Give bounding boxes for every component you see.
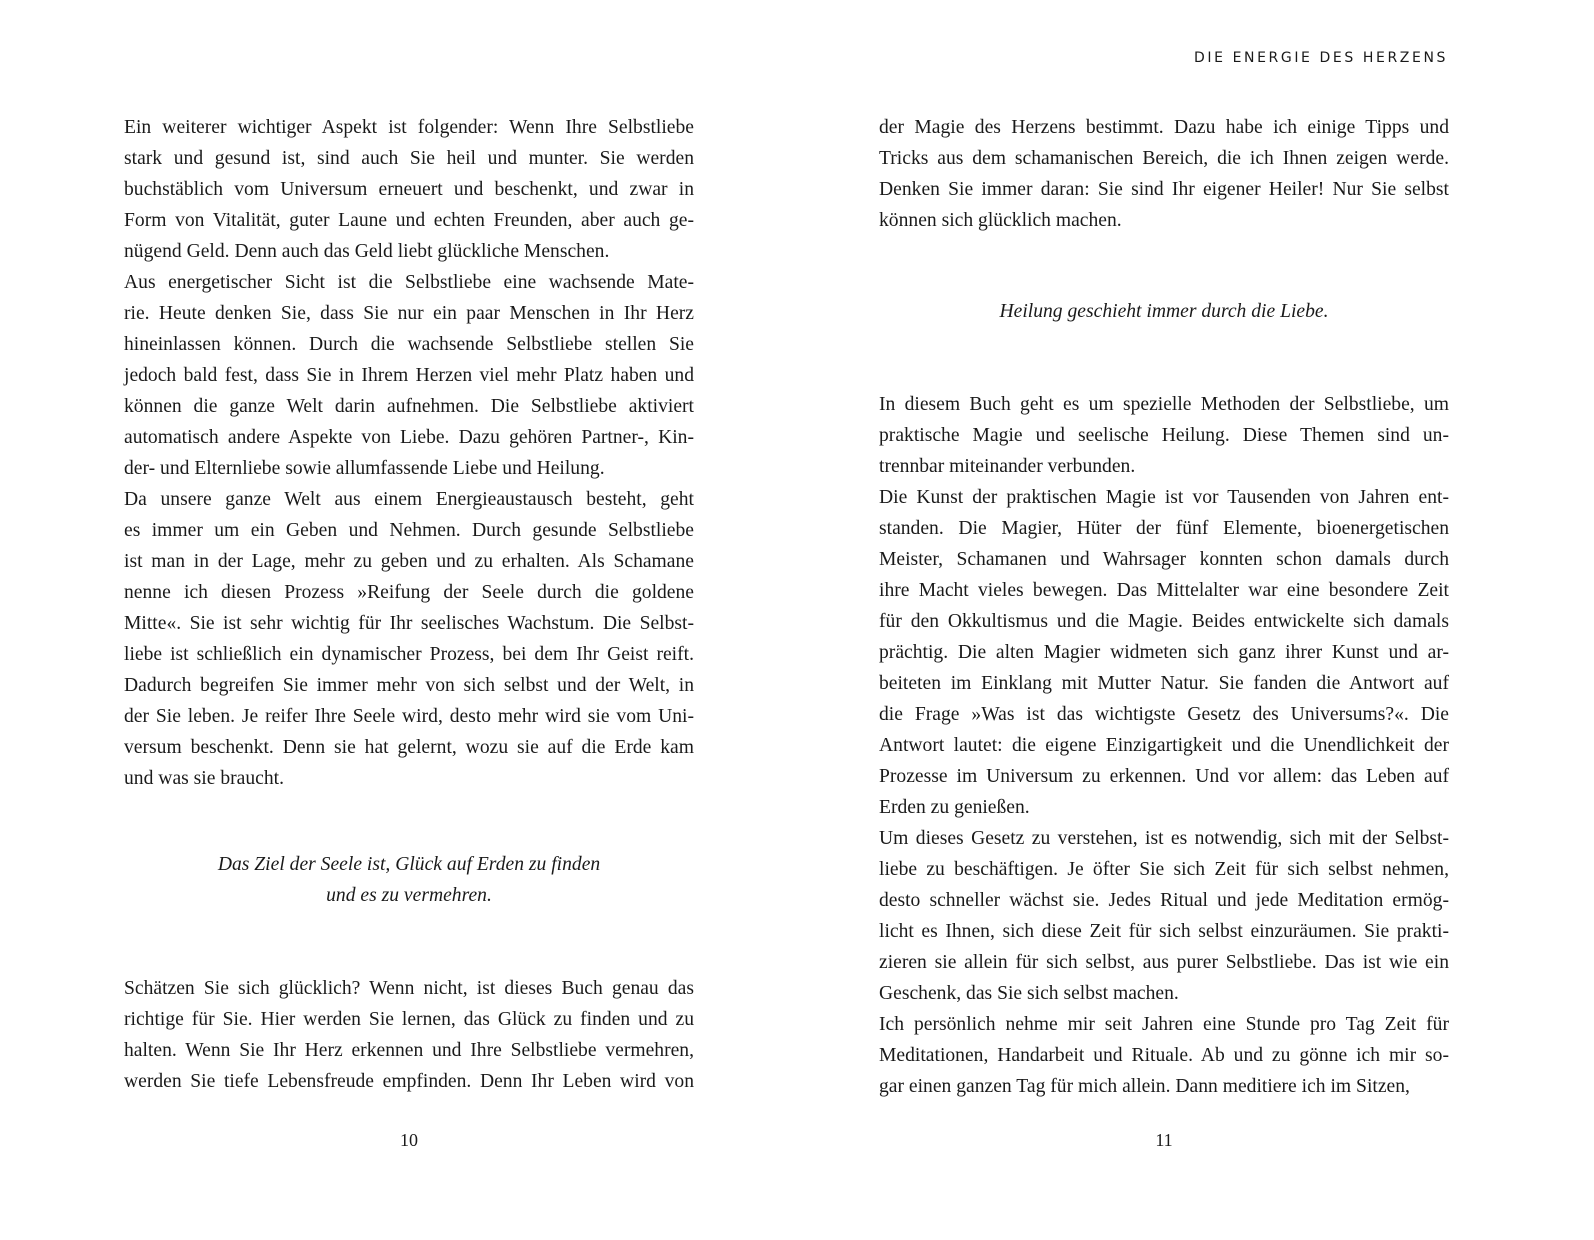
text-line: automatisch andere Aspekte von Liebe. Dazu gehören Partner-, Kin- (124, 427, 694, 448)
text-line: praktische Magie und seelische Heilung. Diese Themen sind un- (879, 425, 1449, 446)
page-number: 10 (400, 1130, 418, 1150)
text-line: liebe zu beschäftigen. Je öfter Sie sich Zeit für sich selbst nehmen, (879, 859, 1449, 880)
text-line: Da unsere ganze Welt aus einem Energieaustausch besteht, geht (124, 489, 694, 510)
text-line: In diesem Buch geht es um spezielle Methoden der Selbstliebe, um (879, 394, 1449, 415)
left-text-block-1 (124, 112, 694, 794)
text-line: trennbar miteinander verbunden. (879, 456, 1136, 477)
text-line: können sich glücklich machen. (879, 210, 1122, 231)
quote-line: Das Ziel der Seele ist, Glück auf Erden zu finden (217, 854, 601, 875)
text-line: Antwort lautet: die eigene Einzigartigkeit und die Unendlichkeit der (879, 735, 1449, 756)
left-text-block-2 (124, 973, 694, 1097)
text-line: Geschenk, das Sie sich selbst machen. (879, 983, 1179, 1004)
text-line: Meditationen, Handarbeit und Rituale. Ab und zu gönne ich mir so- (879, 1045, 1449, 1066)
text-line: beiteten im Einklang mit Mutter Natur. Sie fanden die Antwort auf (879, 673, 1449, 694)
text-line: für den Okkultismus und die Magie. Beides entwickelte sich damals (879, 611, 1449, 632)
text-line: Prozesse im Universum zu erkennen. Und vor allem: das Leben auf (879, 766, 1449, 787)
running-head: DIE ENERGIE DES HERZENS (1193, 50, 1448, 66)
text-line: ist man in der Lage, mehr zu geben und zu erhalten. Als Schamane (124, 551, 694, 572)
left-pull-quote (124, 849, 694, 911)
text-line: desto schneller wächst sie. Jedes Ritual und jede Meditation ermög- (879, 890, 1449, 911)
text-line: Schätzen Sie sich glücklich? Wenn nicht, ist dieses Buch genau das (124, 978, 694, 999)
text-line: der Magie des Herzens bestimmt. Dazu habe ich einige Tipps und (879, 117, 1449, 138)
text-line: jedoch bald fest, dass Sie in Ihrem Herzen viel mehr Platz haben und (124, 365, 694, 386)
text-line: liebe ist schließlich ein dynamischer Prozess, bei dem Ihr Geist reift. (124, 644, 694, 665)
quote-line: Heilung geschieht immer durch die Liebe. (999, 301, 1329, 322)
text-line: halten. Wenn Sie Ihr Herz erkennen und Ihre Selbstliebe vermehren, (124, 1040, 694, 1061)
text-line: rie. Heute denken Sie, dass Sie nur ein paar Menschen in Ihr Herz (124, 303, 694, 324)
text-line: Erden zu genießen. (879, 797, 1030, 818)
text-line: Mitte«. Sie ist sehr wichtig für Ihr seelisches Wachstum. Die Selbst- (124, 613, 694, 634)
text-line: Die Kunst der praktischen Magie ist vor Tausenden von Jahren ent- (879, 487, 1449, 508)
right-pull-quote (879, 296, 1449, 327)
text-line: Dadurch begreifen Sie immer mehr von sich selbst und der Welt, in (124, 675, 694, 696)
text-line: Aus energetischer Sicht ist die Selbstliebe eine wachsende Mate- (124, 272, 694, 293)
text-line: buchstäblich vom Universum erneuert und beschenkt, und zwar in (124, 179, 694, 200)
text-line: werden Sie tiefe Lebensfreude empfinden. Denn Ihr Leben wird von (124, 1071, 694, 1092)
text-line: Ein weiterer wichtiger Aspekt ist folgender: Wenn Ihre Selbstliebe (124, 117, 694, 138)
right-text-block-1 (879, 112, 1449, 236)
text-line: nenne ich diesen Prozess »Reifung der Seele durch die goldene (124, 582, 694, 603)
text-line: Meister, Schamanen und Wahrsager konnten schon damals durch (879, 549, 1449, 570)
text-line: Ich persönlich nehme mir seit Jahren eine Stunde pro Tag Zeit für (879, 1014, 1449, 1035)
text-line: die Frage »Was ist das wichtigste Gesetz des Universums?«. Die (879, 704, 1449, 725)
page-number: 11 (1155, 1130, 1173, 1150)
right-text-block-2 (879, 389, 1449, 1102)
text-line: Tricks aus dem schamanischen Bereich, die ich Ihnen zeigen werde. (879, 148, 1449, 169)
text-line: richtige für Sie. Hier werden Sie lernen, das Glück zu finden und zu (124, 1009, 694, 1030)
text-line: gar einen ganzen Tag für mich allein. Dann meditiere ich im Sitzen, (879, 1076, 1410, 1097)
text-line: versum beschenkt. Denn sie hat gelernt, wozu sie auf die Erde kam (124, 737, 694, 758)
text-line: nügend Geld. Denn auch das Geld liebt glückliche Menschen. (124, 241, 610, 262)
text-line: ihre Macht vieles bewegen. Das Mittelalter war eine besondere Zeit (879, 580, 1449, 601)
text-line: und was sie braucht. (124, 768, 284, 789)
text-line: Form von Vitalität, guter Laune und echten Freunden, aber auch ge- (124, 210, 694, 231)
text-line: Um dieses Gesetz zu verstehen, ist es notwendig, sich mit der Selbst- (879, 828, 1449, 849)
quote-line: und es zu vermehren. (326, 885, 492, 906)
text-line: zieren sie allein für sich selbst, aus purer Selbstliebe. Das ist wie ein (879, 952, 1449, 973)
text-line: es immer um ein Geben und Nehmen. Durch gesunde Selbstliebe (124, 520, 694, 541)
text-line: der Sie leben. Je reifer Ihre Seele wird, desto mehr wird sie vom Uni- (124, 706, 694, 727)
text-line: licht es Ihnen, sich diese Zeit für sich selbst einzuräumen. Sie prakti- (879, 921, 1449, 942)
text-line: der- und Elternliebe sowie allumfassende Liebe und Heilung. (124, 458, 605, 479)
text-line: können die ganze Welt darin aufnehmen. Die Selbstliebe aktiviert (124, 396, 694, 417)
text-line: stark und gesund ist, sind auch Sie heil und munter. Sie werden (124, 148, 694, 169)
right-page (797, 0, 1594, 1240)
text-line: hineinlassen können. Durch die wachsende Selbstliebe stellen Sie (124, 334, 694, 355)
text-line: Denken Sie immer daran: Sie sind Ihr eigener Heiler! Nur Sie selbst (879, 179, 1449, 200)
text-line: prächtig. Die alten Magier widmeten sich ganz ihrer Kunst und ar- (879, 642, 1449, 663)
text-line: standen. Die Magier, Hüter der fünf Elemente, bioenergetischen (879, 518, 1449, 539)
